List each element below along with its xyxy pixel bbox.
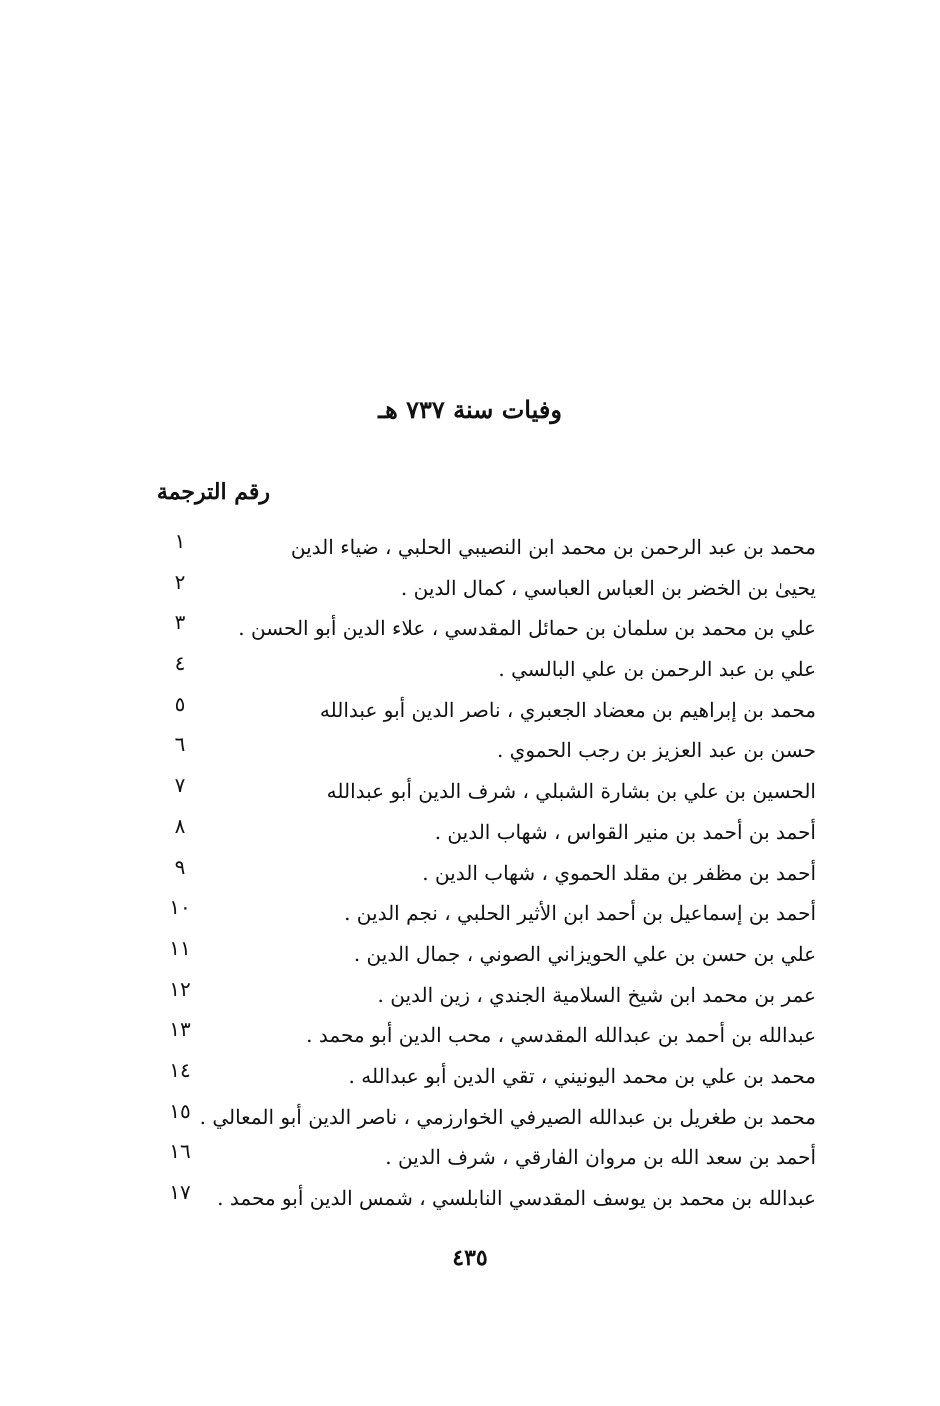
entry-number: ١١ — [169, 935, 191, 960]
list-item — [150, 853, 830, 894]
list-item — [150, 975, 830, 1016]
entry-number: ١ — [174, 529, 186, 553]
list-item — [150, 527, 830, 568]
list-item — [150, 649, 830, 690]
entry-name: علي بن محمد بن سلمان بن حمائل المقدسي ، علاء الدين أبو الحسن . — [238, 616, 816, 641]
list-item — [150, 1178, 830, 1219]
page-number: ٤٣٥ — [452, 1245, 488, 1271]
list-item — [150, 1056, 830, 1097]
list-item — [150, 568, 830, 609]
list-item — [150, 771, 830, 812]
list-item — [150, 1137, 830, 1178]
entry-number: ١٦ — [169, 1139, 191, 1164]
entry-number: ٥ — [174, 691, 186, 716]
entry-name: عبدالله بن أحمد بن عبدالله المقدسي ، محب الدين أبو محمد . — [306, 1023, 816, 1048]
entry-number: ١٣ — [169, 1017, 191, 1042]
list-item — [150, 690, 830, 731]
entry-number: ١٧ — [169, 1180, 191, 1204]
entry-number: ٢ — [174, 569, 186, 594]
entry-name: علي بن حسن بن علي الحويزاني الصوني ، جمال الدين . — [353, 941, 816, 966]
list-item — [150, 608, 830, 649]
entry-number: ١٥ — [169, 1098, 191, 1123]
entry-name: أحمد بن إسماعيل بن أحمد ابن الأثير الحلبي ، نجم الدين . — [344, 901, 816, 926]
section-title: وفيات سنة ٧٣٧ هـ — [378, 395, 562, 424]
entry-name: محمد بن عبد الرحمن بن محمد ابن النصيبي الحلبي ، ضياء الدين — [290, 535, 816, 559]
entry-name: محمد بن إبراهيم بن معضاد الجعبري ، ناصر الدين أبو عبدالله — [319, 697, 816, 722]
list-item — [150, 1015, 830, 1056]
entry-name: عبدالله بن محمد بن يوسف المقدسي النابلسي ، شمس الدين أبو محمد . — [217, 1186, 816, 1210]
entry-name: حسن بن عبد العزيز بن رجب الحموي . — [496, 738, 816, 763]
list-item — [150, 812, 830, 853]
list-item — [150, 893, 830, 934]
entry-name: أحمد بن مظفر بن مقلد الحموي ، شهاب الدين . — [422, 860, 816, 885]
entry-number: ٦ — [174, 732, 186, 757]
entry-name: علي بن عبد الرحمن بن علي البالسي . — [498, 657, 816, 682]
entry-name: محمد بن علي بن محمد اليونيني ، تقي الدين أبو عبدالله . — [348, 1063, 816, 1088]
entry-number: ٩ — [174, 854, 186, 879]
entry-number: ٨ — [174, 813, 186, 838]
list-item — [150, 1097, 830, 1138]
entry-name: محمد بن طغريل بن عبدالله الصيرفي الخوارزمي ، ناصر الدين أبو المعالي . — [199, 1104, 816, 1129]
list-item — [150, 730, 830, 771]
column-header-entry-number: رقم الترجمة — [156, 479, 270, 505]
entry-name: يحيىٰ بن الخضر بن العباس العباسي ، كمال الدين . — [400, 575, 816, 600]
entry-number: ١٢ — [169, 976, 191, 1001]
list-item — [150, 934, 830, 975]
entry-name: أحمد بن أحمد بن منير القواس ، شهاب الدين . — [434, 819, 816, 844]
entry-number: ٧ — [174, 773, 186, 798]
entry-name: الحسين بن علي بن بشارة الشبلي ، شرف الدين أبو عبدالله — [326, 779, 816, 804]
entry-name: أحمد بن سعد الله بن مروان الفارقي ، شرف الدين . — [385, 1145, 816, 1170]
entry-number: ٣ — [174, 610, 186, 635]
entry-number: ٤ — [174, 651, 186, 676]
entry-name: عمر بن محمد ابن شيخ السلامية الجندي ، زين الدين . — [377, 982, 816, 1007]
entry-number: ١٠ — [169, 895, 191, 920]
entry-number: ١٤ — [169, 1057, 191, 1082]
entries-list — [150, 527, 830, 1219]
